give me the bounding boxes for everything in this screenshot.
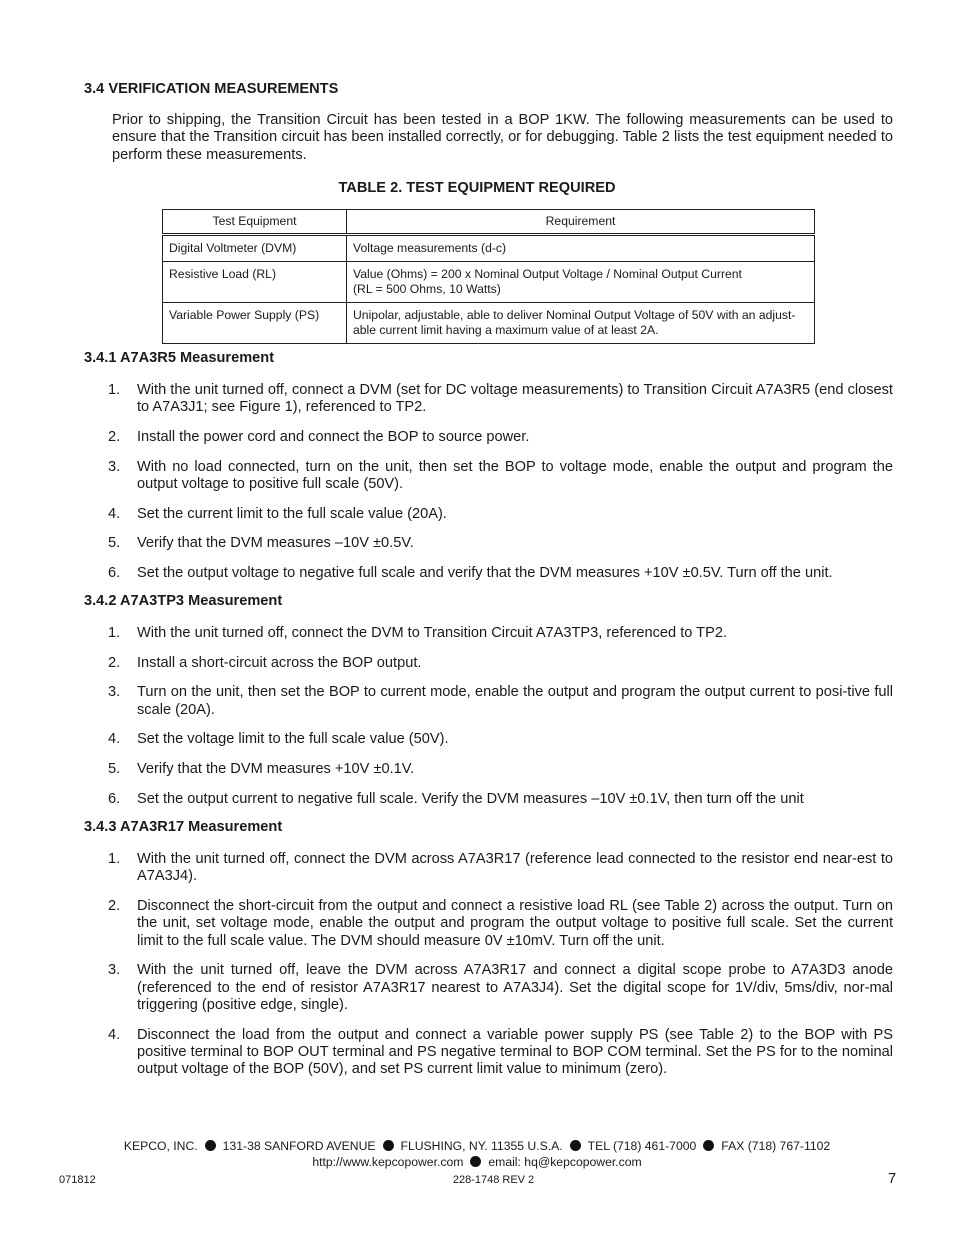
step-number: 1. bbox=[108, 382, 121, 398]
section-heading-3-4-3: 3.4.3 A7A3R17 Measurement bbox=[84, 819, 283, 835]
step-text: Set the current limit to the full scale value (20A). bbox=[137, 505, 447, 522]
bullet-dot-icon bbox=[570, 1140, 581, 1151]
step-text: With no load connected, turn on the unit, then set the BOP to voltage mode, enable the output and program the output voltage to positive full scale (50V). bbox=[137, 458, 893, 492]
table-title: TABLE 2. TEST EQUIPMENT REQUIRED bbox=[338, 180, 616, 196]
step-number: 1. bbox=[108, 851, 121, 867]
step-number: 2. bbox=[108, 428, 121, 445]
step-number: 1. bbox=[108, 625, 121, 641]
column-header-equipment: Test Equipment bbox=[163, 210, 347, 235]
table-row bbox=[163, 261, 815, 302]
page-number: 7 bbox=[888, 1171, 897, 1187]
footer-contact-line bbox=[0, 1155, 954, 1169]
step-text: Set the output voltage to negative full scale and verify that the DVM measures +10V ±0.5V. Turn off the unit. bbox=[137, 565, 833, 582]
list-item bbox=[108, 429, 893, 446]
section-heading-3-4-1: 3.4.1 A7A3R5 Measurement bbox=[84, 350, 275, 366]
bullet-dot-icon bbox=[205, 1140, 216, 1151]
step-text: Disconnect the load from the output and connect a variable power supply PS (see Table 2) to the BOP with PS positive terminal to BOP OUT terminal and PS negative terminal to BOP COM terminal. Set the PS for to the nominal output voltage of the BOP (50V), and set PS current limit value to minimum (zero). bbox=[137, 1026, 893, 1078]
telephone: TEL (718) 461-7000 bbox=[587, 1139, 697, 1153]
bullet-dot-icon bbox=[703, 1140, 714, 1151]
step-number: 2. bbox=[108, 654, 121, 671]
step-number: 4. bbox=[108, 505, 121, 522]
equipment-cell: Variable Power Supply (PS) bbox=[163, 302, 347, 343]
list-item bbox=[108, 731, 893, 748]
step-text: Set the voltage limit to the full scale value (50V). bbox=[137, 731, 449, 748]
fax: FAX (718) 767-1102 bbox=[721, 1139, 831, 1153]
requirement-cell bbox=[347, 261, 815, 302]
equipment-cell: Digital Voltmeter (DVM) bbox=[163, 235, 347, 262]
step-text: With the unit turned off, leave the DVM across A7A3R17 and connect a digital scope probe to A7A3D3 anode (referenced to the end of resistor A7A3R17 nearest to A7A3J4). Set the digital scope for 1V/div, 5ms/div, nor-mal triggering (positive edge, single). bbox=[137, 962, 893, 1013]
step-number: 4. bbox=[108, 731, 121, 748]
list-item bbox=[108, 962, 893, 1014]
step-number: 3. bbox=[108, 962, 121, 979]
column-header-requirement: Requirement bbox=[347, 210, 815, 235]
step-number: 4. bbox=[108, 1026, 121, 1043]
intro-paragraph: Prior to shipping, the Transition Circuit has been tested in a BOP 1KW. The following measurements can be used to ensure that the Transition circuit has been installed correctly, or for debugging. Table 2 lists the test equipment needed to perform these measurements. bbox=[112, 112, 893, 163]
step-text: Set the output current to negative full scale. Verify the DVM measures –10V ±0.1V, then turn off the unit bbox=[137, 790, 804, 807]
table-row bbox=[163, 235, 815, 262]
step-number: 2. bbox=[108, 897, 121, 914]
list-item bbox=[108, 684, 893, 719]
step-text: With the unit turned off, connect the DVM to Transition Circuit A7A3TP3, referenced to TP2. bbox=[137, 625, 727, 641]
list-item bbox=[108, 506, 893, 523]
step-text: Verify that the DVM measures +10V ±0.1V. bbox=[137, 761, 415, 778]
step-text: Turn on the unit, then set the BOP to current mode, enable the output and program the output current to posi-tive full scale (20A). bbox=[137, 684, 893, 718]
list-item bbox=[108, 382, 893, 417]
requirement-line: (RL = 500 Ohms, 10 Watts) bbox=[353, 282, 501, 296]
bullet-dot-icon bbox=[470, 1156, 481, 1167]
footer-address-line bbox=[0, 1139, 954, 1153]
email-link[interactable]: email: hq@kepcopower.com bbox=[488, 1155, 642, 1169]
step-number: 5. bbox=[108, 535, 121, 552]
list-item bbox=[108, 851, 893, 886]
equipment-cell: Resistive Load (RL) bbox=[163, 261, 347, 302]
list-item bbox=[108, 898, 893, 950]
list-item bbox=[108, 565, 893, 582]
section-heading-3-4-2: 3.4.2 A7A3TP3 Measurement bbox=[84, 593, 283, 609]
step-text: With the unit turned off, connect a DVM (set for DC voltage measurements) to Transition Circuit A7A3R5 (end closest to A7A3J1; see Figure 1), referenced to TP2. bbox=[137, 382, 893, 416]
procedure-list-3-4-3 bbox=[108, 851, 893, 1078]
city-address: FLUSHING, NY. 11355 U.S.A. bbox=[400, 1139, 563, 1153]
procedure-list-3-4-2 bbox=[108, 625, 893, 808]
step-number: 5. bbox=[108, 761, 121, 778]
requirement-line: Value (Ohms) = 200 x Nominal Output Voltage / Nominal Output Current bbox=[353, 266, 742, 281]
street-address: 131-38 SANFORD AVENUE bbox=[222, 1139, 376, 1153]
section-heading-3-4: 3.4 VERIFICATION MEASUREMENTS bbox=[84, 81, 339, 97]
step-number: 3. bbox=[108, 684, 121, 701]
website-link[interactable]: http://www.kepcopower.com bbox=[312, 1155, 464, 1169]
list-item bbox=[108, 761, 893, 778]
step-text: Verify that the DVM measures –10V ±0.5V. bbox=[137, 535, 414, 552]
list-item bbox=[108, 535, 893, 552]
step-number: 3. bbox=[108, 458, 121, 475]
procedure-list-3-4-1 bbox=[108, 382, 893, 582]
list-item bbox=[108, 655, 893, 672]
list-item bbox=[108, 625, 893, 642]
requirement-cell: Voltage measurements (d-c) bbox=[347, 235, 815, 262]
bullet-dot-icon bbox=[383, 1140, 394, 1151]
step-text: Install the power cord and connect the BOP to source power. bbox=[137, 428, 530, 445]
date-code: 071812 bbox=[59, 1174, 96, 1186]
company-name: KEPCO, INC. bbox=[123, 1139, 198, 1153]
list-item bbox=[108, 791, 893, 808]
table-row bbox=[163, 302, 815, 343]
document-revision: 228-1748 REV 2 bbox=[452, 1174, 535, 1186]
step-text: With the unit turned off, connect the DVM across A7A3R17 (reference lead connected to the resistor end near-est to A7A3J4). bbox=[137, 851, 893, 885]
table-header-row bbox=[163, 210, 815, 235]
step-number: 6. bbox=[108, 790, 121, 807]
test-equipment-table bbox=[162, 209, 815, 344]
list-item bbox=[108, 459, 893, 494]
step-text: Disconnect the short-circuit from the output and connect a resistive load RL (see Table 2) across the output. Turn on the unit, set voltage mode, enable the output and program the output voltage to positive full scale. Set the current limit to the full scale value. The DVM should measure 0V ±10mV. Turn off the unit. bbox=[137, 897, 893, 949]
list-item bbox=[108, 1027, 893, 1079]
step-number: 6. bbox=[108, 565, 121, 582]
step-text: Install a short-circuit across the BOP output. bbox=[137, 654, 422, 671]
requirement-cell: Unipolar, adjustable, able to deliver Nominal Output Voltage of 50V with an adjust-able current limit having a maximum value of at least 2A. bbox=[347, 302, 815, 343]
